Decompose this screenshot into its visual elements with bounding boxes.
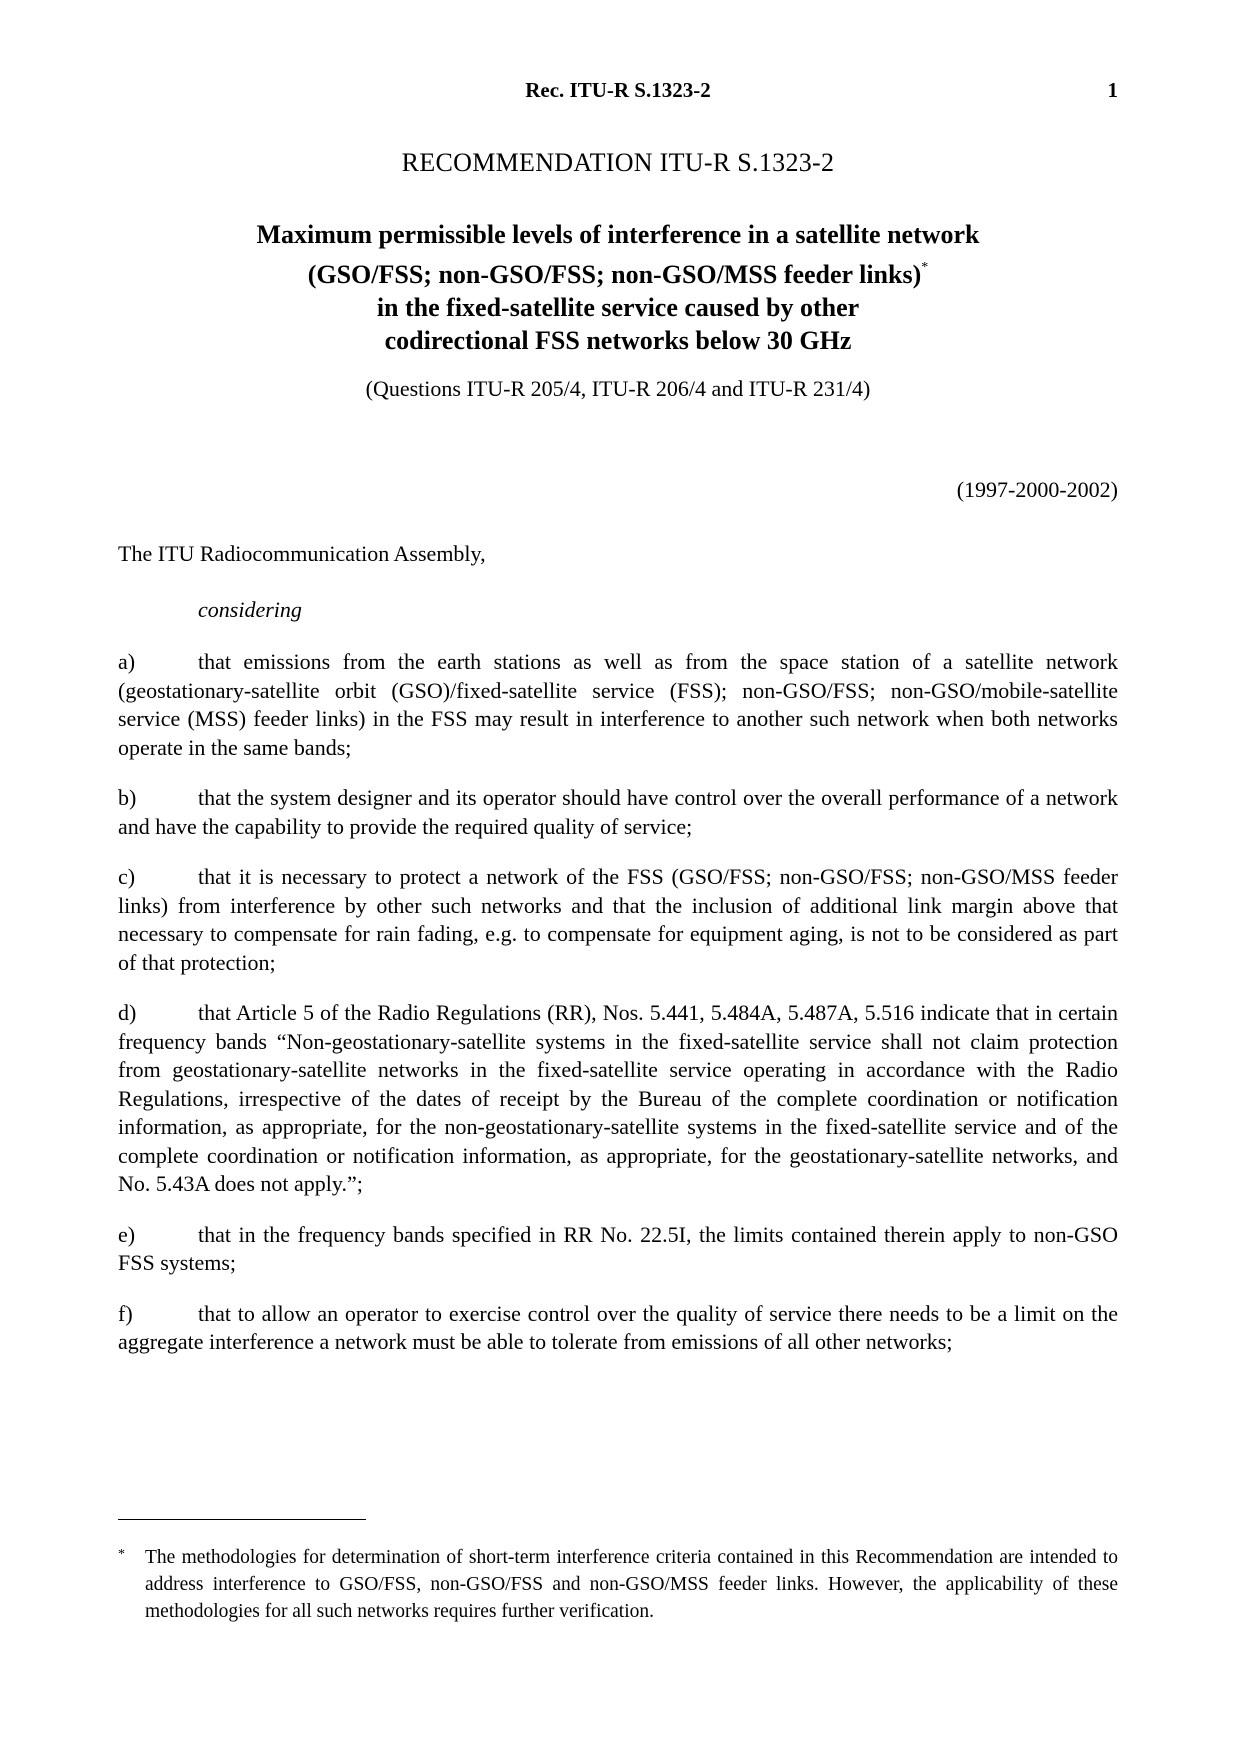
considering-item-c bbox=[118, 863, 1118, 977]
approval-dates: (1997-2000-2002) bbox=[956, 477, 1118, 502]
footnote-separator bbox=[118, 1519, 366, 1520]
item-letter: a) bbox=[118, 649, 136, 674]
considering-item-e bbox=[118, 1221, 1118, 1278]
title-line-2-text: (GSO/FSS; non-GSO/FSS; non-GSO/MSS feeder links) bbox=[307, 260, 922, 289]
title-line-1: Maximum permissible levels of interference in a satellite network bbox=[256, 220, 980, 249]
considering-heading: considering bbox=[198, 597, 302, 622]
item-letter: f) bbox=[118, 1300, 133, 1326]
assembly-preamble: The ITU Radiocommunication Assembly, bbox=[118, 541, 486, 566]
questions-reference: (Questions ITU-R 205/4, ITU-R 206/4 and ITU-R 231/4) bbox=[365, 376, 871, 401]
running-header bbox=[118, 78, 1118, 104]
considering-item-b bbox=[118, 784, 1118, 841]
considering-item-d bbox=[118, 999, 1118, 1199]
footnote bbox=[118, 1544, 1118, 1625]
item-text: that to allow an operator to exercise control over the quality of service there needs to be a limit on the aggregate interference a network must be able to tolerate from emissions of all other networks; bbox=[118, 1300, 1118, 1354]
considering-items bbox=[118, 648, 1118, 1379]
recommendation-title bbox=[118, 218, 1118, 357]
header-reference: Rec. ITU-R S.1323-2 bbox=[525, 78, 711, 102]
item-text: that Article 5 of the Radio Regulations (RR), Nos. 5.441, 5.484A, 5.487A, 5.516 indicate that in certain frequency bands “Non-geostationary-satellite systems in the fixed-satellite service shall not claim protection from geostationary-satellite networks in the fixed-satellite service operating in accordance with the Radio Regulations, irrespective of the dates of receipt by the Bureau of the complete coordination or notification information, as appropriate, for the non-geostationary-satellite systems in the fixed-satellite service and of the complete coordination or notification information, as appropriate, for the geostationary-satellite networks, and No. 5.43A does not apply.”; bbox=[118, 1000, 1118, 1196]
title-line-2 bbox=[118, 251, 1118, 291]
page-number: 1 bbox=[1107, 78, 1118, 102]
item-letter: e) bbox=[118, 1221, 136, 1247]
title-line-3: in the fixed-satellite service caused by other bbox=[376, 293, 860, 322]
item-letter: b) bbox=[118, 785, 137, 810]
item-text: that in the frequency bands specified in RR No. 22.5I, the limits contained therein apply to non-GSO FSS systems; bbox=[118, 1221, 1118, 1275]
footnote-mark: * bbox=[118, 1547, 125, 1562]
considering-item-f bbox=[118, 1300, 1118, 1357]
item-letter: d) bbox=[118, 1000, 137, 1025]
footnote-text: The methodologies for determination of short-term interference criteria contained in this Recommendation are intended to address interference to GSO/FSS, non-GSO/FSS and non-GSO/MSS feeder links. However, the applicability of these methodologies for all such networks requires further verification. bbox=[145, 1547, 1118, 1622]
item-text: that emissions from the earth stations as well as from the space station of a satellite network (geostationary-satellite orbit (GSO)/fixed-satellite service (FSS); non-GSO/FSS; non-GSO/mobile-satellite service (MSS) feeder links) in the FSS may result in interference to another such network when both networks operate in the same bands; bbox=[118, 649, 1118, 760]
title-line-4: codirectional FSS networks below 30 GHz bbox=[384, 326, 852, 355]
recommendation-number: RECOMMENDATION ITU-R S.1323-2 bbox=[401, 148, 835, 177]
considering-item-a bbox=[118, 648, 1118, 762]
item-text: that it is necessary to protect a network of the FSS (GSO/FSS; non-GSO/FSS; non-GSO/MSS feeder links) from interference by other such networks and that the inclusion of additional link margin above that necessary to compensate for rain fading, e.g. to compensate for equipment aging, is not to be considered as part of that protection; bbox=[118, 864, 1118, 975]
item-text: that the system designer and its operator should have control over the overall performance of a network and have the capability to provide the required quality of service; bbox=[118, 785, 1118, 839]
item-letter: c) bbox=[118, 864, 136, 889]
footnote-reference-mark: * bbox=[921, 260, 929, 275]
